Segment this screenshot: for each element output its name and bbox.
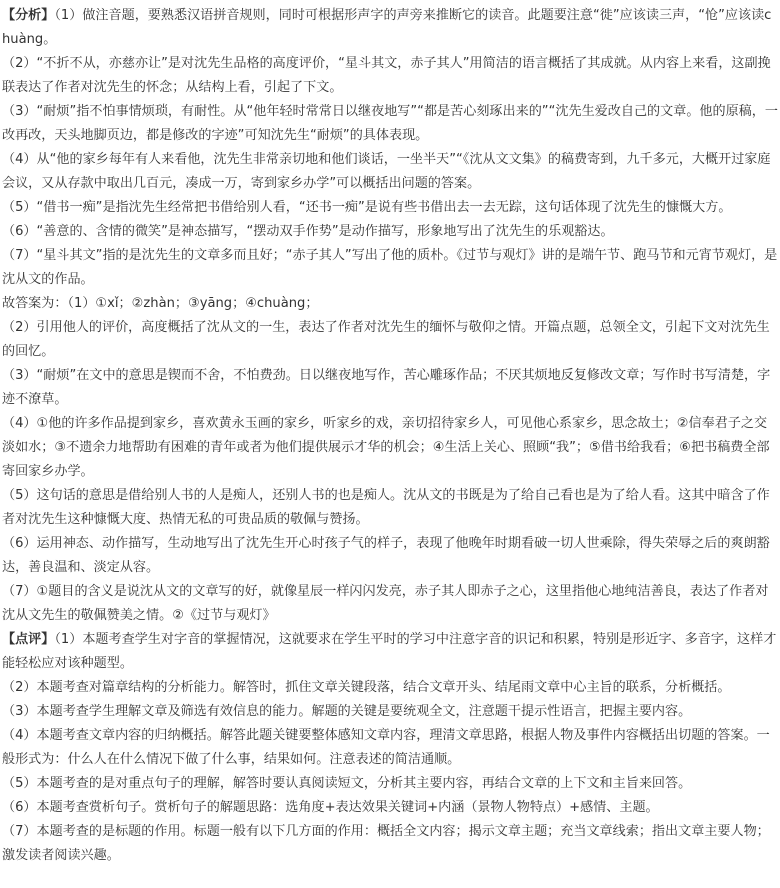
analysis-item: （3）“耐烦”指不怕事情烦琐，有耐性。从“他年轻时常常日以继夜地写”“都是苦心刻琢出来的”“沈先生爱改自己的文章。他的原稿，一改再改，天头地脚页边，都是修改的字迹”可知沈先生“耐烦”的具体表现。 [2, 104, 778, 143]
comment-item: （7）本题考查的是标题的作用。标题一般有以下几方面的作用：概括全文内容；揭示文章主题；充当文章线索；指出文章主要人物；激发读者阅读兴趣。 [2, 824, 770, 863]
analysis-item: （2）“不折不从，亦慈亦让”是对沈先生品格的高度评价，“星斗其文，赤子其人”用简洁的语言概括了其成就。从内容上来看，这副挽联表达了作者对沈先生的怀念；从结构上看，引起了下文。 [2, 56, 771, 95]
analysis-item: （6）“善意的、含情的微笑”是神态描写，“摆动双手作势”是动作描写，形象地写出了沈先生的乐观豁达。 [2, 224, 614, 239]
answer-item: （4）①他的许多作品提到家乡，喜欢黄永玉画的家乡，听家乡的戏，亲切招待家乡人，可见他心系家乡，思念故土；②信奉君子之交淡如水；③不遗余力地帮助有困难的青年或者为他们提供展示才华的机会；④生活上关心、照顾“我”；⑤借书给我看；⑥把书稿费全部寄回家乡办学。 [2, 416, 770, 479]
analysis-item: （5）“借书一痴”是指沈先生经常把书借给别人看，“还书一痴”是说有些书借出去一去无踪，这句话体现了沈先生的慷慨大方。 [2, 200, 732, 215]
analysis-intro [2, 4, 778, 52]
answer-item: （3）“耐烦”在文中的意思是锲而不舍，不怕费劲。日以继夜地写作，苦心雕琢作品；不厌其烦地反复修改文章；写作时书写清楚，字迹不潦草。 [2, 368, 771, 407]
comment-tag: 【点评】 [2, 632, 55, 647]
answer-item: （7）①题目的含义是说沈从文的文章写的好，就像星辰一样闪闪发亮，赤子其人即赤子之心，这里指他心地纯洁善良，表达了作者对沈从文先生的敬佩赞美之情。②《过节与观灯》 [2, 584, 769, 623]
comment-item: （2）本题考查对篇章结构的分析能力。解答时，抓住文章关键段落，结合文章开头、结尾雨文章中心主旨的联系，分析概括。 [2, 680, 731, 695]
analysis-intro-text: （1）做注音题，要熟悉汉语拼音规则，同时可根据形声字的声旁来推断它的读音。此题要注意“徙”应该读三声，“怆”应该读chuàng。 [2, 8, 772, 47]
comment-intro-text: （1）本题考查学生对字音的掌握情况，这就要求在学生平时的学习中注意字音的识记和积累，特别是形近字、多音字，这样才能轻松应对该种题型。 [2, 632, 777, 671]
comment-intro [2, 628, 778, 676]
answer-item: （2）引用他人的评价，高度概括了沈从文的一生，表达了作者对沈先生的缅怀与敬仰之情。开篇点题，总领全文，引起下文对沈先生的回忆。 [2, 320, 770, 359]
analysis-item: （7）“星斗其文”指的是沈先生的文章多而且好；“赤子其人”写出了他的质朴。《过节与观灯》讲的是端午节、跑马节和元宵节观灯，是沈从文的作品。 [2, 248, 778, 287]
comment-item: （4）本题考查文章内容的归纳概括。解答此题关键要整体感知文章内容，理清文章思路，根据人物及事件内容概括出切题的答案。一般形式为：什么人在什么情况下做了什么事，结果如何。注意表述的简洁通顺。 [2, 728, 770, 767]
answer-item: （5）这句话的意思是借给别人书的人是痴人，还别人书的也是痴人。沈从文的书既是为了给自己看也是为了给人看。这其中暗含了作者对沈先生这种慷慨大度、热情无私的可贵品质的敬佩与赞扬。 [2, 488, 770, 527]
answer-intro: 故答案为：（1）①xǐ；②zhàn；③yāng；④chuàng； [2, 296, 319, 311]
comment-item: （3）本题考查学生理解文章及筛选有效信息的能力。解题的关键是要统观全文，注意题干提示性语言，把握主要内容。 [2, 704, 692, 719]
answer-item: （6）运用神态、动作描写，生动地写出了沈先生开心时孩子气的样子，表现了他晚年时期看破一切人世乘除，得失荣辱之后的爽朗豁达，善良温和、淡定从容。 [2, 536, 770, 575]
analysis-item: （4）从“他的家乡每年有人来看他，沈先生非常亲切地和他们谈话，一坐半天”“《沈从文文集》的稿费寄到，九千多元，大概开过家庭会议，又从存款中取出几百元，凑成一万，寄到家乡办学”可以概括出问题的答案。 [2, 152, 771, 191]
comment-item: （5）本题考查的是对重点句子的理解，解答时要认真阅读短文，分析其主要内容，再结合文章的上下文和主旨来回答。 [2, 776, 692, 791]
comment-item: （6）本题考查赏析句子。赏析句子的解题思路：选角度+表达效果关键词+内涵（景物人物特点）+感情、主题。 [2, 800, 659, 815]
analysis-tag: 【分析】 [2, 8, 55, 23]
